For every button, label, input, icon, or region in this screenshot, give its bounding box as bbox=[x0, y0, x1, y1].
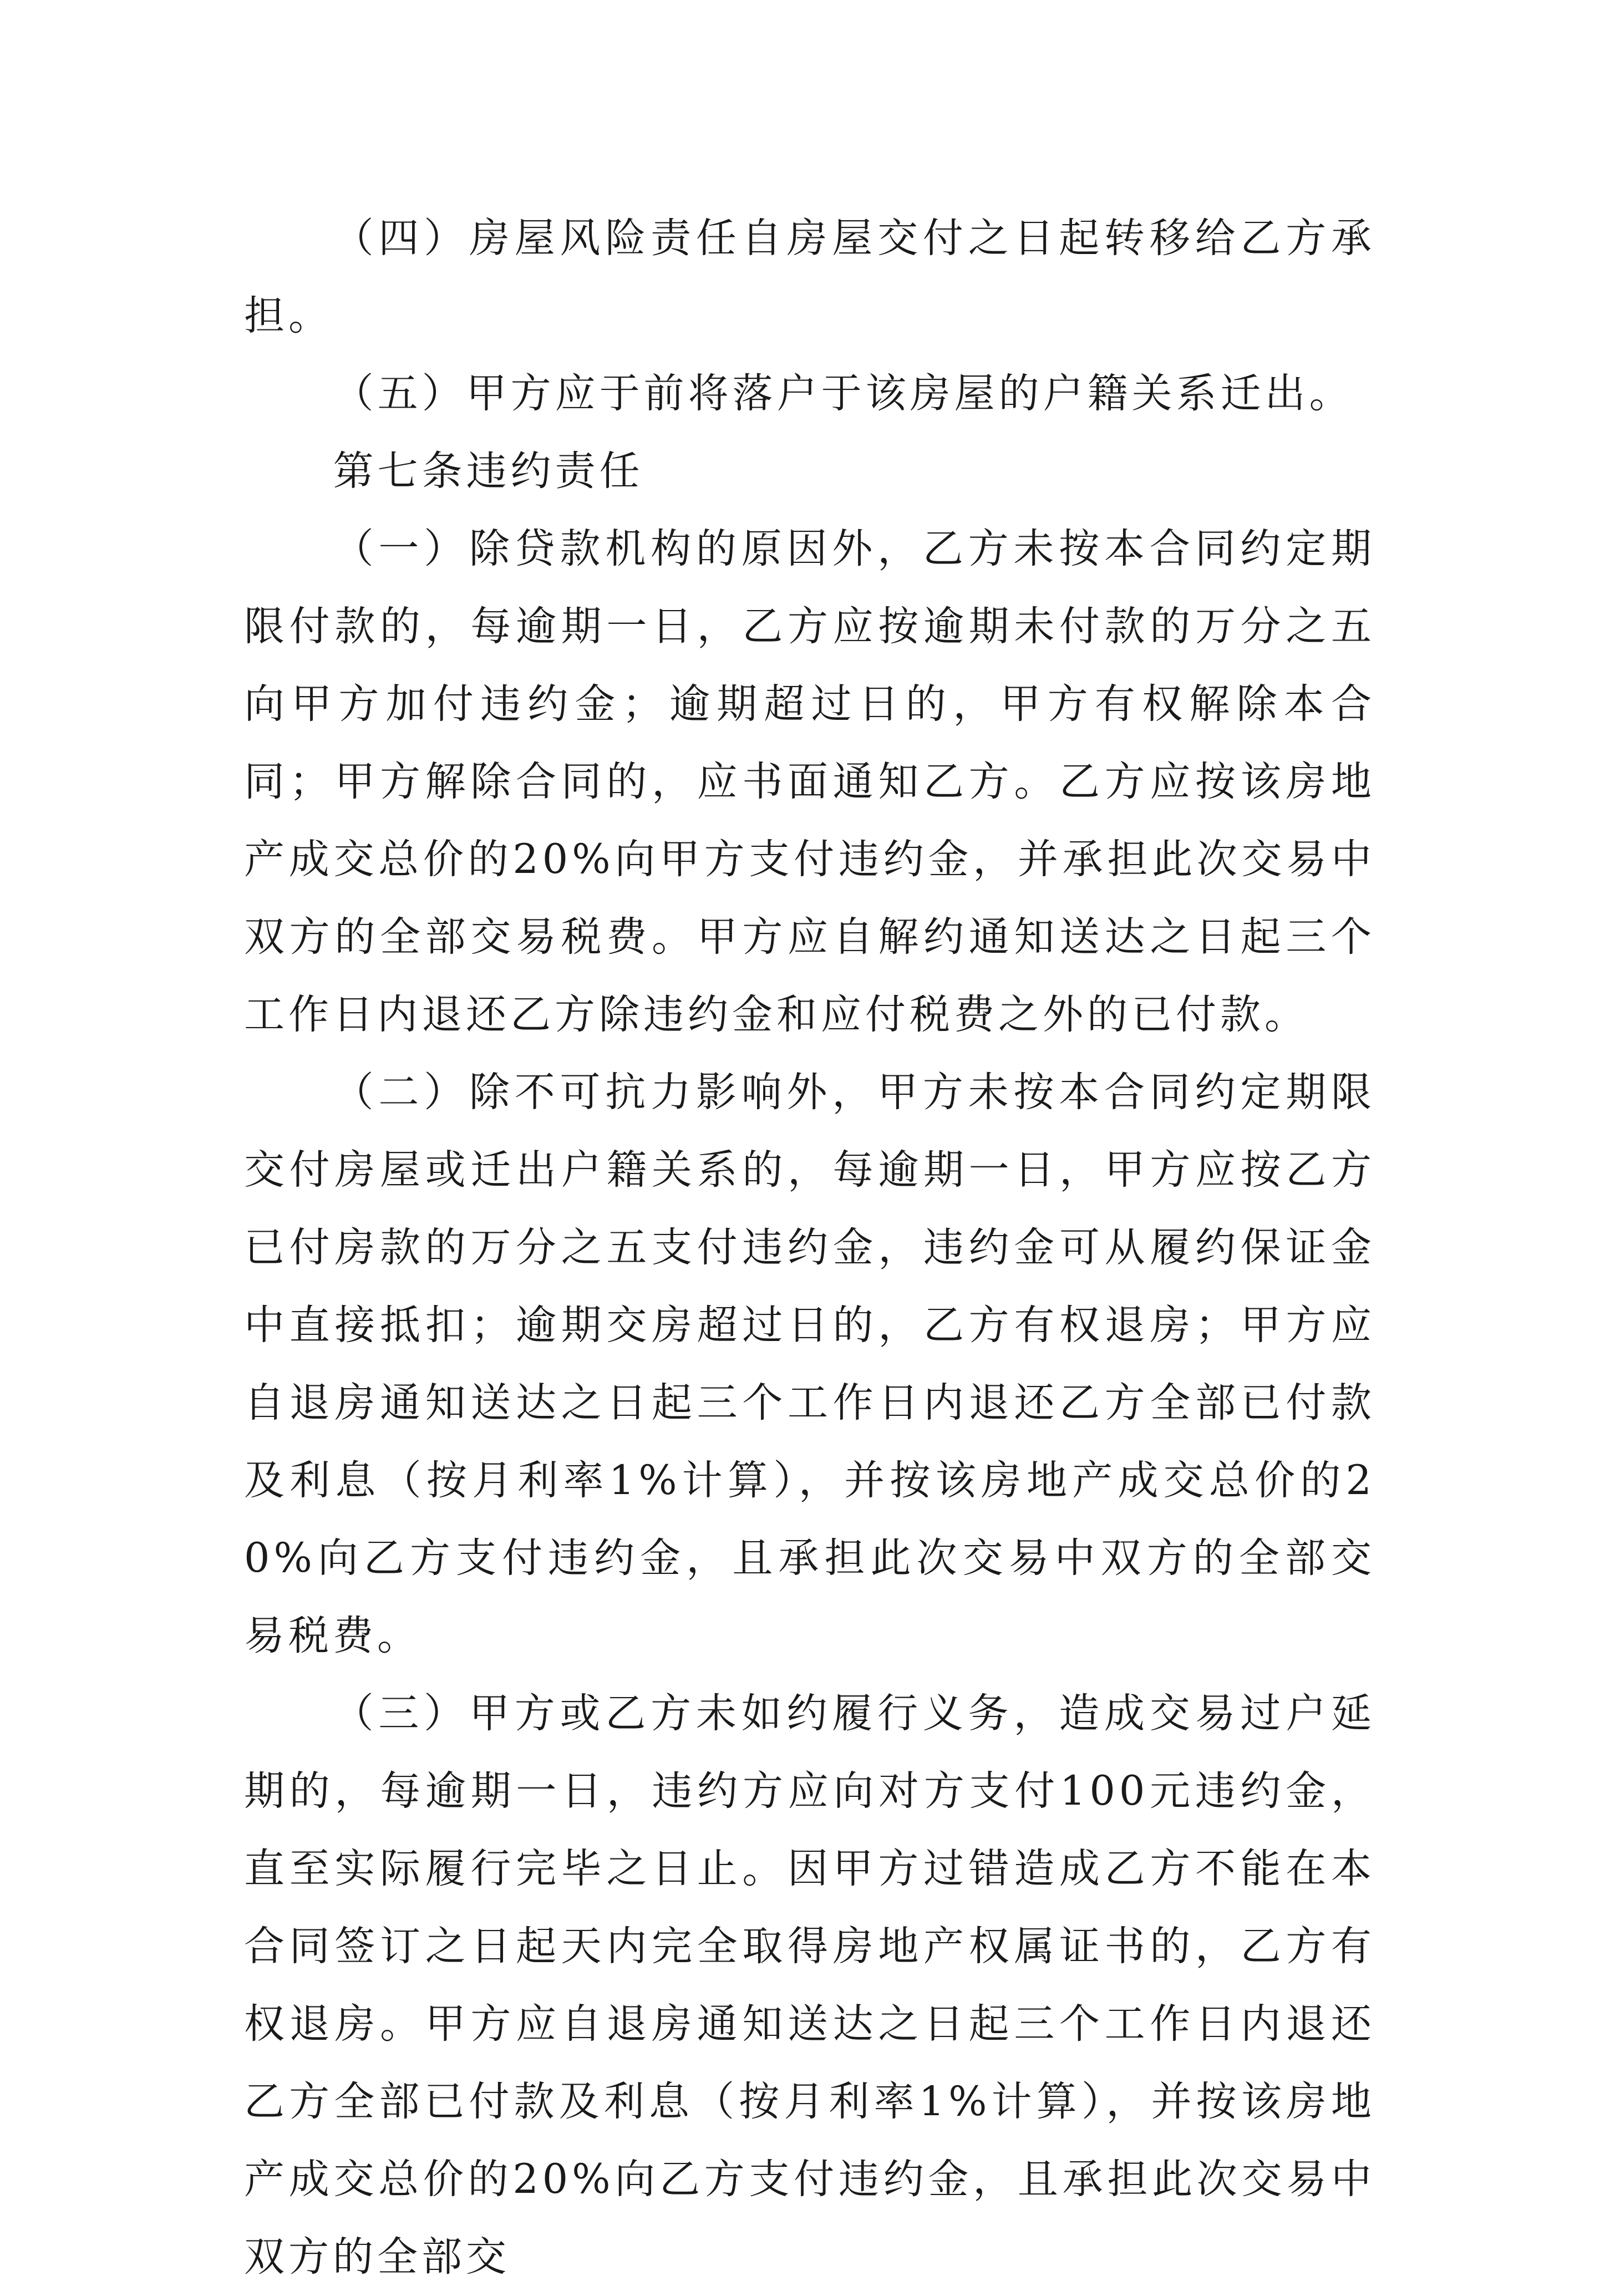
document-body bbox=[244, 200, 1375, 2296]
paragraph-clause-4: （四）房屋风险责任自房屋交付之日起转移给乙方承担。 bbox=[244, 215, 1375, 339]
paragraph-breach-3: （三）甲方或乙方未如约履行义务，造成交易过户延期的，每逾期一日，违约方应向对方支付100元违约金，直至实际履行完毕之日止。因甲方过错造成乙方不能在本合同签订之日起天内完全取得房地产权属证书的，乙方有权退房。甲方应自退房通知送达之日起三个工作日内退还乙方全部已付款及利息（按月利率1%计算），并按该房地产成交总价的20%向乙方支付违约金，且承担此次交易中双方的全部交 bbox=[244, 1690, 1375, 2280]
paragraph-breach-2: （二）除不可抗力影响外，甲方未按本合同约定期限交付房屋或迁出户籍关系的，每逾期一日，甲方应按乙方已付房款的万分之五支付违约金，违约金可从履约保证金中直接抵扣；逾期交房超过日的，乙方有权退房；甲方应自退房通知送达之日起三个工作日内退还乙方全部已付款及利息（按月利率1%计算），并按该房地产成交总价的20%向乙方支付违约金，且承担此次交易中双方的全部交易税费。 bbox=[244, 1069, 1375, 1659]
paragraph-clause-5: （五）甲方应于前将落户于该房屋的户籍关系迁出。 bbox=[333, 370, 1354, 417]
section-heading-article-7: 第七条违约责任 bbox=[333, 448, 644, 495]
paragraph-breach-1: （一）除贷款机构的原因外，乙方未按本合同约定期限付款的，每逾期一日，乙方应按逾期未付款的万分之五向甲方加付违约金；逾期超过日的，甲方有权解除本合同；甲方解除合同的，应书面通知乙方。乙方应按该房地产成交总价的20%向甲方支付违约金，并承担此次交易中双方的全部交易税费。甲方应自解约通知送达之日起三个工作日内退还乙方除违约金和应付税费之外的已付款。 bbox=[244, 525, 1375, 1038]
